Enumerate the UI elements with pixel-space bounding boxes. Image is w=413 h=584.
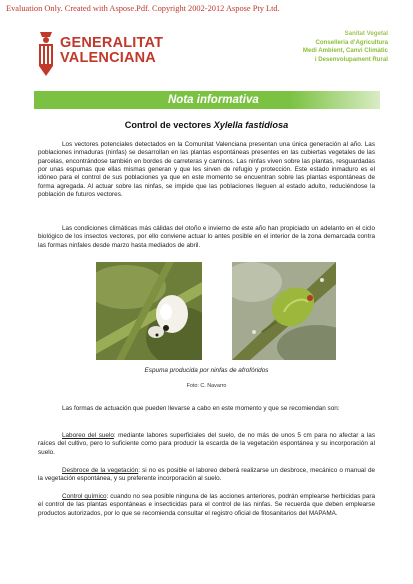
department-block bbox=[303, 30, 388, 64]
list-item-control-quimico: Control químico: cuando no sea posible ninguna de las acciones anteriores, podrán emplearse herbicidas para el control de las plantas espontáneas e insecticidas para el control de las ninfas. Se recuerda que deben emplearse productos autorizados, por lo que se recomienda consultar el registro oficial de fitosanitarios del MAPAMA. bbox=[38, 493, 375, 517]
logo-line1: GENERALITAT bbox=[60, 35, 164, 51]
paragraph-2: Las condiciones climáticas más cálidas del otoño e invierno de este año han propiciado un adelanto en el ciclo biológico de los insectos vectores, por ello conviene actuar lo antes posible en el interior de la zona demarcada contra las formas ninfales desde marzo hasta mediados de abril. bbox=[38, 225, 375, 249]
photo-credit: Foto: C. Navarro bbox=[186, 383, 227, 389]
dept-line: Medi Ambient, Canvi Climàtic bbox=[302, 47, 388, 55]
dept-line: Conselleria d’Agricultura bbox=[315, 38, 388, 46]
list-item-desbroce: Desbroce de la vegetación: si no es posible el laboreo deberá realizarse un desbroce, mecánico o manual de la vegetación espontánea, y su preferente incorporación al suelo. bbox=[38, 467, 376, 483]
item-label: Laboreo del suelo bbox=[62, 432, 114, 439]
list-item-laboreo: Laboreo del suelo: mediante labores superficiales del suelo, de no más de unos 5 cm para no afectar a las raíces del cultivo, pero lo suficiente como para producir la escarda de la vegetación espontánea y su incorporación al suelo. bbox=[38, 432, 375, 456]
info-banner bbox=[34, 91, 380, 109]
photo-spittle bbox=[96, 262, 202, 360]
photo-nymph bbox=[232, 262, 336, 360]
paragraph-3: Las formas de actuación que pueden llevarse a cabo en este momento y que se recomiendan son: bbox=[62, 405, 340, 412]
species-name: Xylella fastidiosa bbox=[213, 120, 289, 130]
item-label: Desbroce de la vegetación bbox=[62, 467, 139, 474]
dept-line: i Desenvolupament Rural bbox=[314, 55, 388, 63]
page-title: Control de vectores Xylella fastidiosa bbox=[124, 120, 289, 130]
generalitat-logo bbox=[36, 28, 191, 82]
item-label: Control químico bbox=[62, 493, 107, 500]
banner-title: Nota informativa bbox=[168, 94, 259, 106]
generalitat-emblem-icon bbox=[36, 28, 56, 78]
paragraph-1: Los vectores potenciales detectados en la Comunitat Valenciana presentan una única generación al año. Las poblaciones inmaduras (ninfas) se desarrollan en las plantas espontáneas presentes en las cubiertas vegetales de las parcelas, encontrándose también en bordes de carreteras y caminos. Las ninfas viven sobre las plantas, resguardadas por unas espumas que ellas mismas generan y que les sirven de refugio y protección. Este estado inmaduro es el idóneo para el control de sus poblaciones ya que en este momento se encuentran sobre las plantas espontáneas de forma agregada. Al actuar sobre las ninfas, se impide que las poblaciones lleguen al estado adulto, reduciéndose la población de futuros vectores. bbox=[38, 141, 375, 199]
evaluation-watermark: Evaluation Only. Created with Aspose.Pdf. Copyright 2002-2012 Aspose Pty Ltd. bbox=[6, 4, 280, 13]
photo-caption: Espuma producida por ninfas de afrofóridos bbox=[144, 367, 269, 374]
dept-line: Sanitat Vegetal bbox=[344, 30, 388, 37]
logo-line2: VALENCIANA bbox=[60, 50, 156, 66]
